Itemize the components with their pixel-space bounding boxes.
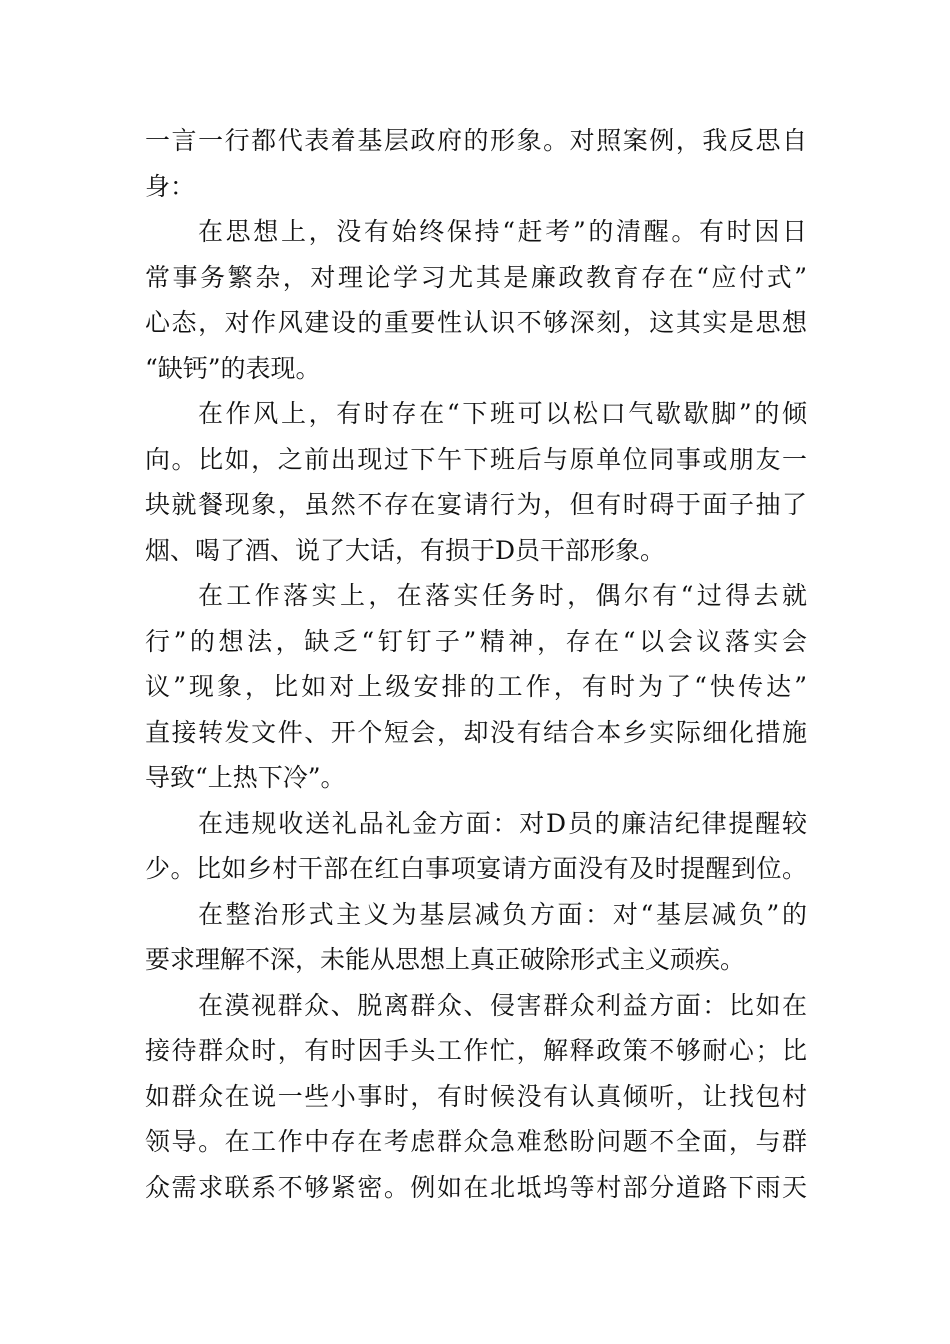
document-body bbox=[145, 118, 807, 1210]
text-line: 常事务繁杂，对理论学习尤其是廉政教育存在“应付式” bbox=[145, 262, 807, 292]
text-line: 在思想上，没有始终保持“赶考”的清醒。有时因日 bbox=[198, 217, 807, 246]
text-line: 在漠视群众、脱离群众、侵害群众利益方面：比如在 bbox=[198, 990, 807, 1020]
text-line: 众需求联系不够紧密。例如在北坻坞等村部分道路下雨天 bbox=[145, 1172, 807, 1202]
text-line: 导致“上热下冷”。 bbox=[145, 763, 346, 792]
text-line: 议”现象，比如对上级安排的工作，有时为了“快传达” bbox=[145, 672, 807, 701]
text-line: 在整治形式主义为基层减负方面：对“基层减负”的 bbox=[198, 899, 807, 929]
text-line: 要求理解不深，未能从思想上真正破除形式主义顽疾。 bbox=[145, 945, 746, 974]
text-line: 向。比如，之前出现过下午下班后与原单位同事或朋友一 bbox=[145, 444, 807, 474]
text-line: 少。比如乡村干部在红白事项宴请方面没有及时提醒到位。 bbox=[145, 854, 807, 883]
text-line: 身： bbox=[145, 171, 196, 201]
text-line: 直接转发文件、开个短会，却没有结合本乡实际细化措施 bbox=[145, 717, 807, 747]
text-line: 在工作落实上，在落实任务时，偶尔有“过得去就 bbox=[198, 581, 807, 610]
text-line: 如群众在说一些小事时，有时候没有认真倾听，让找包村 bbox=[145, 1081, 807, 1111]
text-line: 烟、喝了酒、说了大话，有损于D员干部形象。 bbox=[145, 535, 666, 565]
text-line: 在作风上，有时存在“下班可以松口气歇歇脚”的倾 bbox=[198, 399, 807, 428]
text-line: 一言一行都代表着基层政府的形象。对照案例，我反思自 bbox=[145, 126, 807, 155]
text-line: 块就餐现象，虽然不存在宴请行为，但有时碍于面子抽了 bbox=[145, 490, 807, 519]
text-line: 接待群众时，有时因手头工作忙，解释政策不够耐心；比 bbox=[145, 1036, 807, 1065]
text-line: “缺钙”的表现。 bbox=[145, 353, 321, 383]
text-line: 在违规收送礼品礼金方面：对D员的廉洁纪律提醒较 bbox=[198, 808, 807, 838]
text-line: 领导。在工作中存在考虑群众急难愁盼问题不全面，与群 bbox=[145, 1127, 807, 1156]
text-line: 心态，对作风建设的重要性认识不够深刻，这其实是思想 bbox=[145, 308, 807, 337]
text-line: 行”的想法，缺乏“钉钉子”精神，存在“以会议落实会 bbox=[145, 626, 807, 656]
